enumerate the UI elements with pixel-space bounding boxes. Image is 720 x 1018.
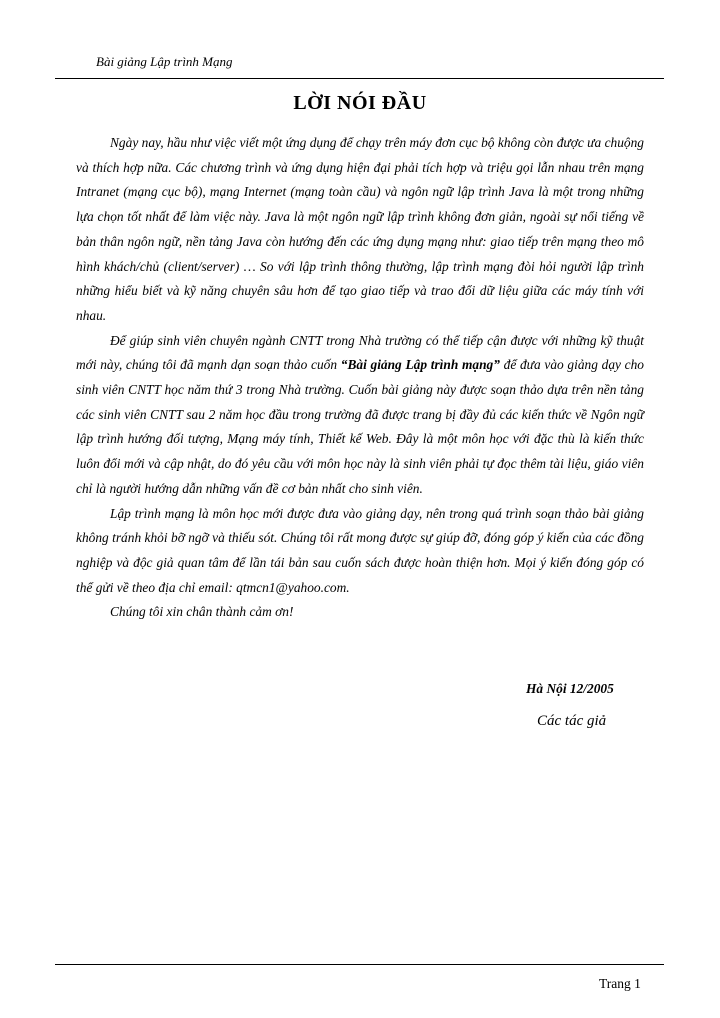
running-header: Bài giảng Lập trình Mạng [96, 54, 233, 69]
footer-divider [55, 964, 664, 965]
paragraph-purpose [76, 329, 644, 502]
paragraph-feedback: Lập trình mạng là môn học mới được đưa vào giảng dạy, nên trong quá trình soạn thảo bài giảng không tránh khỏi bỡ ngỡ và thiếu sót. Chúng tôi rất mong được sự giúp đỡ, đóng góp ý kiến của các đồng nghiệp và độc giả quan tâm để lần tái bản sau cuốn sách được hoàn thiện hơn. Mọi ý kiến đóng góp có thể gửi về theo địa chỉ email: qtmcn1@yahoo.com. [76, 505, 644, 595]
document-body [76, 131, 644, 625]
paragraph-thanks: Chúng tôi xin chân thành cảm ơn! [110, 604, 294, 620]
book-title-emphasis: “Bài giảng Lập trình mạng” [340, 357, 500, 373]
header-divider [55, 78, 664, 79]
paragraph-purpose-before: Để giúp sinh viên chuyên ngành CNTT trong Nhà trường có thể tiếp cận được với những kỹ thuật mới này, chúng tôi đã mạnh dạn soạn thảo cuốn [76, 332, 644, 373]
date-line: Hà Nội 12/2005 [526, 681, 614, 696]
paragraph-purpose-after: để đưa vào giảng dạy cho sinh viên CNTT học năm thứ 3 trong Nhà trường. Cuốn bài giảng này được soạn thảo dựa trên nền tảng các sinh viên CNTT sau 2 năm học đầu trong trường đã được trang bị đầy đủ các kiến thức về Ngôn ngữ lập trình hướng đối tượng, Mạng máy tính, Thiết kế Web. Đây là một môn học với đặc thù là kiến thức luôn đổi mới và cập nhật, do đó yêu cầu với môn học này là sinh viên phải tự đọc thêm tài liệu, giáo viên chỉ là người hướng dẫn những vấn đề cơ bản nhất cho sinh viên. [76, 357, 644, 496]
signature-authors: Các tác giả [537, 713, 607, 729]
paragraph-intro: Ngày nay, hầu như việc viết một ứng dụng để chạy trên máy đơn cục bộ không còn được ưa chuộng và thích hợp nữa. Các chương trình và ứng dụng hiện đại phải tích hợp và triệu gọi lẫn nhau trên mạng Intranet (mạng cục bộ), mạng Internet (mạng toàn cầu) và ngôn ngữ lập trình Java là một trong những lựa chọn tốt nhất để làm việc này. Java là một ngôn ngữ lập trình không đơn giản, ngoài sự nổi tiếng về bản thân ngôn ngữ, nền tảng Java còn hướng đến các ứng dụng mạng như: giao tiếp trên mạng theo mô hình khách/chủ (client/server) … So với lập trình thông thường, lập trình mạng đòi hỏi người lập trình những hiểu biết và kỹ năng chuyên sâu hơn để tạo giao tiếp và trao đổi dữ liệu giữa các máy tính với nhau. [76, 135, 644, 323]
page-number: Trang 1 [599, 976, 641, 991]
page-title: LỜI NÓI ĐẦU [293, 92, 427, 114]
